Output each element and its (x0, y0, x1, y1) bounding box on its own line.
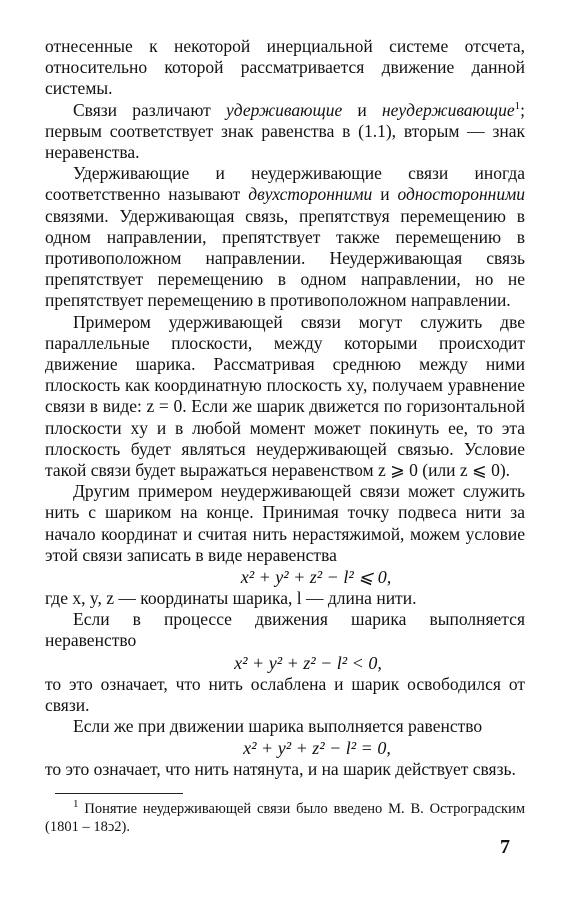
text-run: связями. Удерживающая связь, препятствуя перемещению в одном направлении, препятствует также перемещению в противоположном направлении. Неудерживающая связь препятствует перемещению в одном направлении, но не препятствует перемещению в противоположном направлении. (45, 205, 525, 311)
paragraph-continuation: отнесенные к некоторой инерциальной системе отсчета, относительно которой рассматривается движение данной системы. (45, 36, 525, 99)
footnote-ref: 1 (514, 99, 521, 112)
formula-inequality-lt: x² + y² + z² − l² < 0, (234, 652, 382, 673)
page-body (45, 36, 525, 836)
formula-inequality-le: x² + y² + z² − l² ⩽ 0, (240, 567, 392, 588)
footnote (45, 797, 525, 836)
paragraph-taut: то это означает, что нить натянута, и на шарик действует связь. (45, 759, 516, 780)
text-run: ; первым соответствует знак равенства в (1.1), вторым — знак неравенства. (45, 99, 525, 163)
term-non-holding: неудерживающие (381, 99, 515, 120)
text-run: Удерживающие и неудерживающие связи иногда соответственно называют (45, 163, 525, 205)
paragraph-if-inequality: Если в процессе движения шарика выполняется неравенство (45, 609, 525, 651)
paragraph-example-planes: Примером удерживающей связи могут служить две параллельные плоскости, между которыми происходит движение шарика. Рассматривая среднюю между ними плоскость как координатную плоскость xy, получаем уравнение связи в виде: z = 0. Если же шарик движется по горизонтальной плоскости xy и в любой момент может покинуть ее, то эта плоскость будет являться неудерживающей связью. Условие такой связи будет выражаться неравенством z ⩾ 0 (или z ⩽ 0). (45, 311, 525, 481)
term-one-sided: односторонними (397, 184, 525, 205)
term-two-sided: двухсторонними (248, 184, 373, 205)
paragraph-example-thread: Другим примером неудерживающей связи может служить нить с шариком на конце. Принимая точку подвеса нити за начало координат и считая нить нерастяжимой, можем условие этой связи записать в виде неравенства (45, 481, 525, 565)
paragraph-two-sided (45, 163, 525, 311)
formula-equality: x² + y² + z² − l² = 0, (243, 738, 391, 759)
term-holonomic: удерживающие (226, 99, 343, 120)
page-number: 7 (500, 836, 510, 858)
text-run: и (342, 99, 382, 120)
paragraph-where: где x, y, z — координаты шарика, l — длина нити. (45, 588, 417, 609)
footnote-mark: 1 (73, 797, 79, 810)
paragraph-if-equality: Если же при движении шарика выполняется равенство (73, 716, 483, 737)
paragraph-slack: то это означает, что нить ослаблена и шарик освободился от связи. (45, 673, 525, 715)
text-run: и (372, 184, 398, 205)
text-run: Связи различают (73, 99, 227, 120)
footnote-divider (55, 793, 183, 794)
footnote-text: Понятие неудерживающей связи было введено М. В. Остроградским (1801 – 18ↄ2). (45, 800, 525, 835)
paragraph-constraint-types (45, 100, 525, 164)
